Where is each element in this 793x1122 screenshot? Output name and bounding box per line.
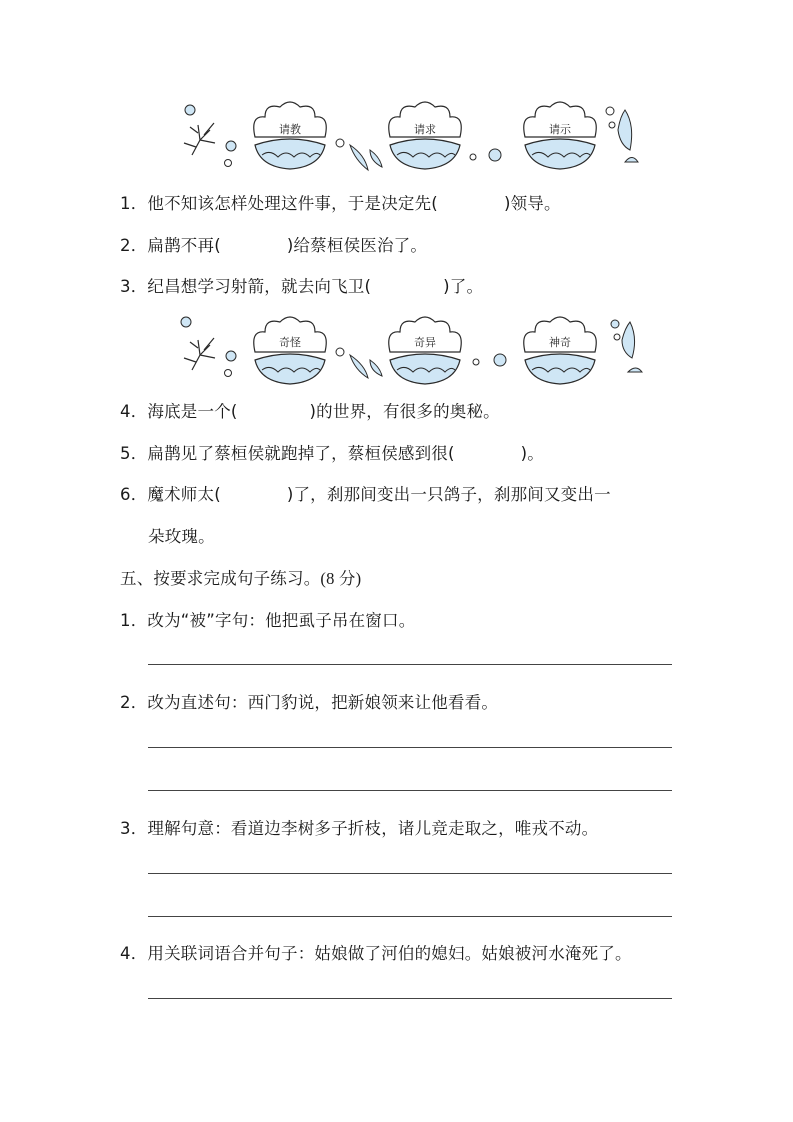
item-number: 4． <box>120 402 148 421</box>
sentence-exercise-2 <box>120 689 498 713</box>
item-number: 2． <box>120 236 148 255</box>
leaf-icon <box>350 355 368 378</box>
word-bank-illustration-1 <box>170 95 650 175</box>
shell-word: 请示 <box>549 123 571 136</box>
item-number: 1． <box>120 194 148 213</box>
item-number: 5． <box>120 444 148 463</box>
fill-blank-item-2 <box>120 232 427 256</box>
sentence-exercise-3 <box>120 815 598 839</box>
leaf-icon <box>350 145 368 170</box>
item-text-after: )了，刹那间变出一只鸽子，刹那间又变出一 <box>286 485 611 504</box>
seaweed-icon <box>184 123 215 155</box>
item-number: 3． <box>120 819 148 838</box>
shell-word: 神奇 <box>549 336 571 349</box>
item-text: 改为直述句：西门豹说，把新娘领来让他看看。 <box>147 693 499 712</box>
item-text-before: 他不知该怎样处理这件事，于是决定先( <box>147 194 438 213</box>
answer-line[interactable] <box>148 998 672 999</box>
section-score: (8 分) <box>320 569 362 588</box>
item-number: 6． <box>120 485 148 504</box>
answer-line[interactable] <box>148 873 672 874</box>
item-text-before: 魔术师太( <box>147 485 221 504</box>
shell-word: 奇异 <box>414 336 436 349</box>
shell-icon-6 <box>524 317 597 384</box>
fill-blank-item-3 <box>120 273 483 297</box>
fill-blank-item-4 <box>120 398 500 422</box>
item-text: 理解句意：看道边李树多子折枝，诸儿竞走取之，唯戎不动。 <box>147 819 599 838</box>
shell-icon-2 <box>389 102 462 169</box>
sentence-exercise-4 <box>120 940 632 964</box>
item-text-after: )给蔡桓侯医治了。 <box>286 236 428 255</box>
item-text-before: 纪昌想学习射箭，就去向飞卫( <box>147 277 372 296</box>
sentence-exercise-1 <box>120 607 415 631</box>
item-text: 改为“被”字句：他把虱子吊在窗口。 <box>147 611 416 630</box>
shell-icon-3 <box>524 102 597 169</box>
seaweed-icon <box>184 338 215 370</box>
item-text-after: )领导。 <box>503 194 561 213</box>
item-text-before: 扁鹊不再( <box>147 236 221 255</box>
section-title: 五、按要求完成句子练习。 <box>120 569 321 588</box>
item-text: 用关联词语合并句子：姑娘做了河伯的媳妇。姑娘被河水淹死了。 <box>147 944 632 963</box>
fill-blank-item-6 <box>120 481 611 505</box>
item-text-before: 海底是一个( <box>147 402 238 421</box>
item-text-after: )。 <box>520 444 544 463</box>
item-text-after: )的世界，有很多的奥秘。 <box>309 402 500 421</box>
shell-icon-5 <box>389 317 462 384</box>
shell-word: 请教 <box>279 123 301 136</box>
answer-line[interactable] <box>148 747 672 748</box>
item-number: 3． <box>120 277 148 296</box>
shell-icon-4 <box>254 317 327 384</box>
item-number: 1． <box>120 611 148 630</box>
fill-blank-item-1 <box>120 190 561 214</box>
item-number: 4． <box>120 944 148 963</box>
shell-icon-1 <box>254 102 327 169</box>
word-bank-illustration-2 <box>170 310 650 390</box>
item-number: 2． <box>120 693 148 712</box>
fill-blank-item-5 <box>120 440 544 464</box>
section-5-heading <box>120 565 361 589</box>
answer-line[interactable] <box>148 664 672 665</box>
answer-line[interactable] <box>148 790 672 791</box>
item-text-before: 扁鹊见了蔡桓侯就跑掉了，蔡桓侯感到很( <box>147 444 455 463</box>
fill-blank-item-6-continuation: 朵玫瑰。 <box>148 527 215 546</box>
item-text-after: )了。 <box>443 277 484 296</box>
answer-line[interactable] <box>148 916 672 917</box>
shell-word: 奇怪 <box>279 336 301 349</box>
shell-word: 请求 <box>414 123 436 136</box>
